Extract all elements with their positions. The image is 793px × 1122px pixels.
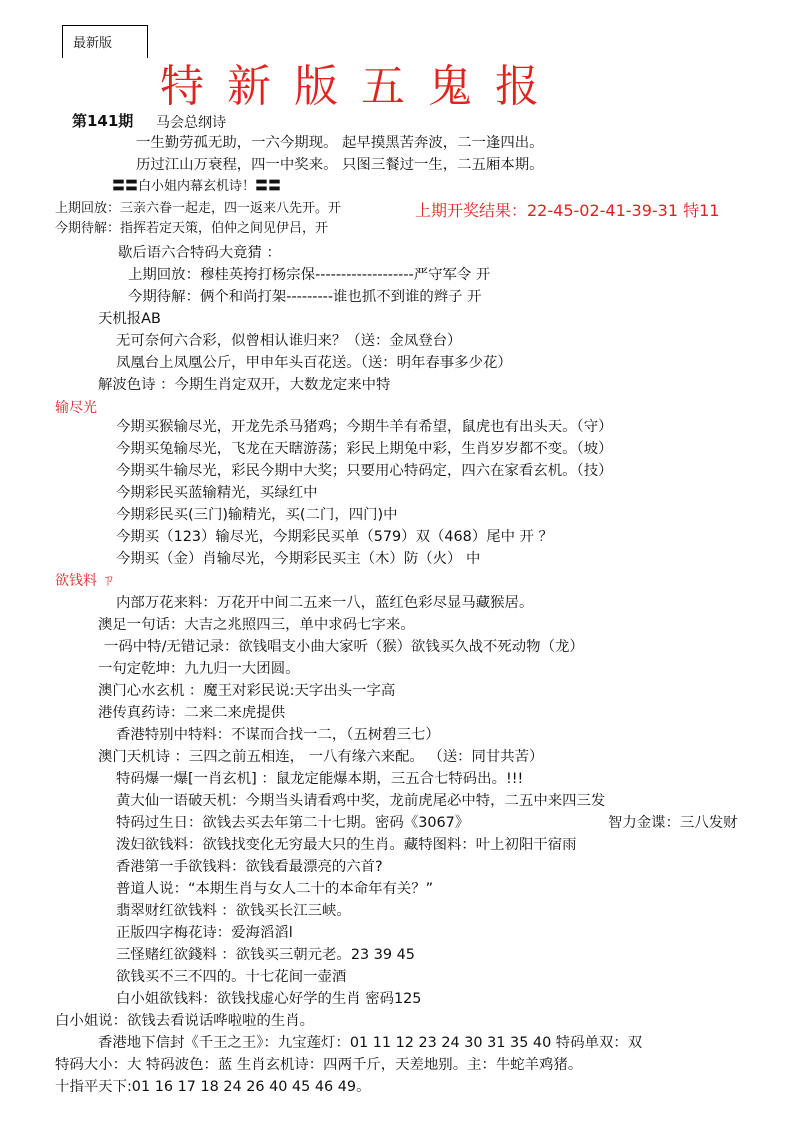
issue-number: 第141期 — [72, 112, 134, 130]
text-line: 特码爆一爆[一肖玄机] ：鼠龙定能爆本期，三五合七特码出。!!! — [116, 771, 524, 787]
text-line: 泼妇欲钱料：欲钱找变化无穷最大只的生肖。藏特图料：叶上初阳干宿雨 — [116, 837, 577, 853]
text-line: 一码中特/无错记录：欲钱唱支小曲大家听（猴）欲钱买久战不死动物（龙） — [104, 639, 584, 655]
text-line: 今期买猴输尽光，开龙先杀马猪鸡；今期牛羊有希望，鼠虎也有出头天。（守） — [116, 419, 613, 435]
text-line: 白小姐欲钱料：欲钱找虚心好学的生肖 密码125 — [116, 991, 422, 1007]
text-line: 港传真药诗：二来二来虎提供 — [98, 705, 286, 721]
text-line: 今期买兔输尽光，飞龙在天瞎游荡；彩民上期兔中彩，生肖岁岁都不变。（坡） — [116, 441, 613, 457]
poem-line: 一生勤劳孤无助，一六今期现。 起早摸黑苦奔波，二一逢四出。 — [136, 135, 544, 151]
section-heading: 歇后语六合特码大竟猜 ： — [118, 245, 281, 261]
text-line: 今期买（金）肖输尽光，今期彩民买主（木）防（火） 中 — [116, 551, 481, 567]
section-heading: 天机报AB — [98, 311, 161, 327]
last-draw-result: 上期开奖结果：22-45-02-41-39-31 特11 — [415, 201, 720, 220]
page-title: 特新版五鬼报 — [160, 61, 562, 112]
text-line: 今期待解：俩个和尚打架---------谁也抓不到谁的辫子 开 — [128, 289, 482, 305]
text-line: 欲钱买不三不四的。十七花间一壶酒 — [116, 969, 347, 985]
text-line: 今期买牛输尽光，彩民今期中大奖；只要用心特码定，四六在家看玄机。（技） — [116, 463, 613, 479]
edition-badge-label: 最新版 — [73, 36, 113, 51]
text-line: 内部万花来料：万花开中间二五来一八，蓝红色彩尽显马藏猴居。 — [116, 595, 534, 611]
text-line: 无可奈何六合彩，似曾相认谁归来？（送：金凤登台） — [116, 333, 462, 349]
section-label-red: 欲钱料 ㄗ — [55, 573, 116, 589]
text-line: 澳足一句话：大吉之兆照四三，单中求码七字来。 — [98, 617, 415, 633]
text-line: 香港第一手欲钱料：欲钱看最漂亮的六首? — [116, 859, 383, 875]
text-line: 香港地下信封《千王之王》：九宝莲灯：01 11 12 23 24 30 31 35 40 特码单双：双 — [98, 1035, 643, 1051]
text-line: 上期回放：三亲六眷一起走，四一返来八先开。开 — [55, 201, 342, 216]
edition-badge — [62, 25, 148, 58]
text-line: 澳门天机诗 ：三四之前五相连， 一八有缘六来配。 （送：同甘共苦） — [98, 749, 544, 765]
poem-line: 历过江山万衰程，四一中奖来。 只图三餐过一生，二五厢本期。 — [136, 157, 544, 173]
text-line: 凤凰台上凤凰公斤，甲申年头百花送。（送：明年春事多少花） — [116, 355, 512, 371]
text-line: 翡翠财红欲钱料 ：欲钱买长江三峡。 — [116, 903, 351, 919]
text-line: 今期彩民买(三门)输精光，买(二门，四门)中 — [116, 507, 398, 523]
text-line: 今期买（123）输尽光，今期彩民买单（579）双（468）尾中 开 ？ — [116, 529, 553, 545]
text-line: 普道人说：“本期生肖与女人二十的本命年有关？” — [116, 881, 434, 897]
text-line: 澳门心水玄机 ：魔王对彩民说:天字出头一字高 — [98, 683, 396, 699]
text-line: 香港特别中特料：不谋而合找一二，（五树碧三七） — [116, 727, 440, 743]
text-line: 白小姐说：欲钱去看说话哗啦啦的生肖。 — [55, 1013, 315, 1029]
text-line: 今期彩民买蓝输精光，买绿红中 — [116, 485, 318, 501]
section-label-red: 输尽光 — [55, 400, 97, 416]
text-line: 特码大小：大 特码波色：蓝 生肖玄机诗：四两千斤，天差地别。主：牛蛇羊鸡猪。 — [55, 1057, 583, 1073]
issue-subtitle: 马会总纲诗 — [156, 115, 226, 131]
text-line: 特码过生日：欲钱去买去年第二十七期。密码《3067》 — [116, 815, 470, 831]
text-line: 一句定乾坤：九九归一大团圆。 — [98, 661, 300, 677]
text-line: 上期回放：穆桂英挎打杨宗保-------------------严守军令 开 — [128, 267, 491, 283]
text-line: 正版四字梅花诗：爱海滔滔l — [116, 925, 293, 941]
text-line: 智力金谍：三八发财 — [608, 815, 738, 831]
text-line: 黄大仙一语破天机：今期当头请看鸡中奖，龙前虎尾必中特，二五中来四三发 — [116, 793, 606, 809]
text-line: 十指平天下:01 16 17 18 24 26 40 45 46 49。 — [55, 1079, 371, 1095]
text-line: 解波色诗 ：今期生肖定双开，大数龙定来中特 — [98, 377, 391, 393]
text-line: 今期待解：指挥若定天策，伯仲之间见伊吕，开 — [55, 221, 329, 236]
section-heading: 〓〓白小姐内幕玄机诗！〓〓 — [112, 179, 282, 194]
text-line: 三怪赌红欲錢料 ：欲钱买三朝元老。23 39 45 — [116, 947, 415, 963]
